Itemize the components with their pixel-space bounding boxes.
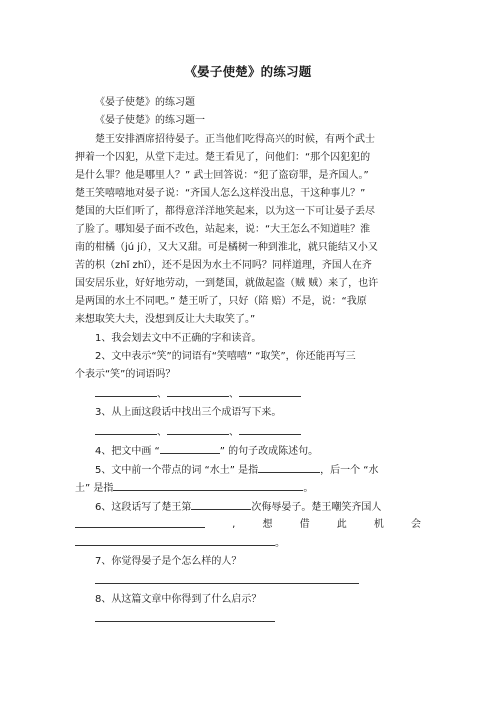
answer-blank[interactable] [239, 425, 301, 435]
question-4 [95, 444, 318, 459]
page-title: 《晏子使楚》的练习题 [184, 64, 312, 79]
answer-row-q2 [95, 387, 301, 402]
question-6 [95, 500, 381, 515]
question-1: 1、我会划去文中不正确的字和读音。 [95, 333, 262, 344]
spread-char: 此 [336, 519, 347, 530]
spread-char: 借 [299, 519, 310, 530]
spread-char: 会 [410, 519, 421, 530]
answer-blank[interactable] [95, 574, 359, 584]
question-4-text: 4、把文中画 “ [95, 446, 160, 457]
question-6-cont [75, 518, 421, 532]
question-2: 2、文中表示“笑”的词语有“笑嘻嘻” “取笑”，你还能再写三 [95, 351, 356, 362]
exercise-heading: 《晏子使楚》的练习题一 [95, 115, 205, 126]
separator: 、 [157, 389, 167, 400]
question-6-cont [75, 536, 285, 551]
separator: 、 [157, 427, 167, 438]
question-5 [95, 463, 378, 478]
answer-blank[interactable] [239, 387, 301, 397]
answer-blank[interactable] [258, 463, 320, 473]
passage-line: 是什么罪？他是哪里人？” 武士回答说：“犯了盗窃罪，是齐国人。” [75, 170, 369, 181]
answer-blank[interactable] [95, 425, 157, 435]
spread-char: , [232, 519, 236, 530]
passage-line: 楚王笑嘻嘻地对晏子说：“齐国人怎么这样没出息，干这种事儿？” [75, 188, 366, 199]
answer-blank[interactable] [167, 387, 229, 397]
question-8: 8、从这篇文章中你得到了什么启示？ [95, 594, 262, 605]
question-5-text: 土” 是指 [75, 483, 114, 494]
question-5-text: ，后一个 “水 [320, 465, 379, 476]
answer-blank[interactable] [113, 481, 303, 491]
question-6-text: 。 [275, 538, 285, 549]
spread-char: 想 [262, 519, 273, 530]
answer-blank[interactable] [160, 444, 220, 454]
answer-row-q8 [95, 612, 275, 627]
question-5-text: 5、文中前一个带点的词 “水土” 是指 [95, 465, 259, 476]
passage-line: 了脸了。哪知晏子面不改色，站起来，说：“大王怎么不知道哇？淮 [75, 224, 371, 235]
question-6-text: 6、这段话写了楚王第 [95, 502, 192, 513]
passage-line: 南的柑橘（jú jí），又大又甜。可是橘树一种到淮北，就只能结又小又 [75, 242, 378, 253]
passage-line: 楚国的大臣们听了，都得意洋洋地笑起来，以为这一下可让晏子丢尽 [75, 206, 375, 217]
answer-row-q3 [95, 425, 301, 440]
question-6-text: 次侮辱晏子。楚王嘲笑齐国人 [251, 502, 382, 513]
question-5-cont [75, 481, 313, 496]
answer-blank[interactable] [167, 425, 229, 435]
answer-blank[interactable] [75, 536, 275, 546]
separator: 、 [229, 389, 239, 400]
passage-line: 国安居乐业，好好地劳动，一到楚国，就做起盗（贼 贼）来了，也许 [75, 278, 379, 289]
question-5-text: 。 [303, 483, 314, 494]
question-2-cont: 个表示“笑”的词语吗？ [75, 369, 176, 380]
question-3: 3、从上面这段话中找出三个成语写下来。 [95, 407, 282, 418]
answer-blank[interactable] [75, 518, 205, 528]
answer-row-q7 [95, 574, 359, 589]
passage-line: 押着一个囚犯，从堂下走过。楚王看见了，问他们：“那个囚犯犯的 [75, 152, 371, 163]
separator: 、 [229, 427, 239, 438]
answer-blank[interactable] [95, 612, 275, 622]
question-7: 7、你觉得晏子是个怎么样的人？ [95, 556, 242, 567]
spread-char: 机 [373, 519, 384, 530]
passage-line: 楚王安排酒席招待晏子。正当他们吃得高兴的时候，有两个武士 [95, 134, 375, 145]
passage-line: 来想取笑大夫，没想到反让大夫取笑了。” [75, 314, 256, 325]
question-4-text: ” 的句子改成陈述句。 [219, 446, 319, 457]
answer-blank[interactable] [191, 500, 251, 510]
passage-line: 是两国的水土不同吧。” 楚王听了，只好（陪 赔）不是，说：“我原 [75, 296, 367, 307]
answer-blank[interactable] [95, 387, 157, 397]
subtitle: 《晏子使楚》的练习题 [95, 97, 195, 108]
passage-line: 苦的枳（zhǐ zhǐ），还不是因为水土不同吗？同样道理，齐国人在齐 [75, 260, 372, 271]
